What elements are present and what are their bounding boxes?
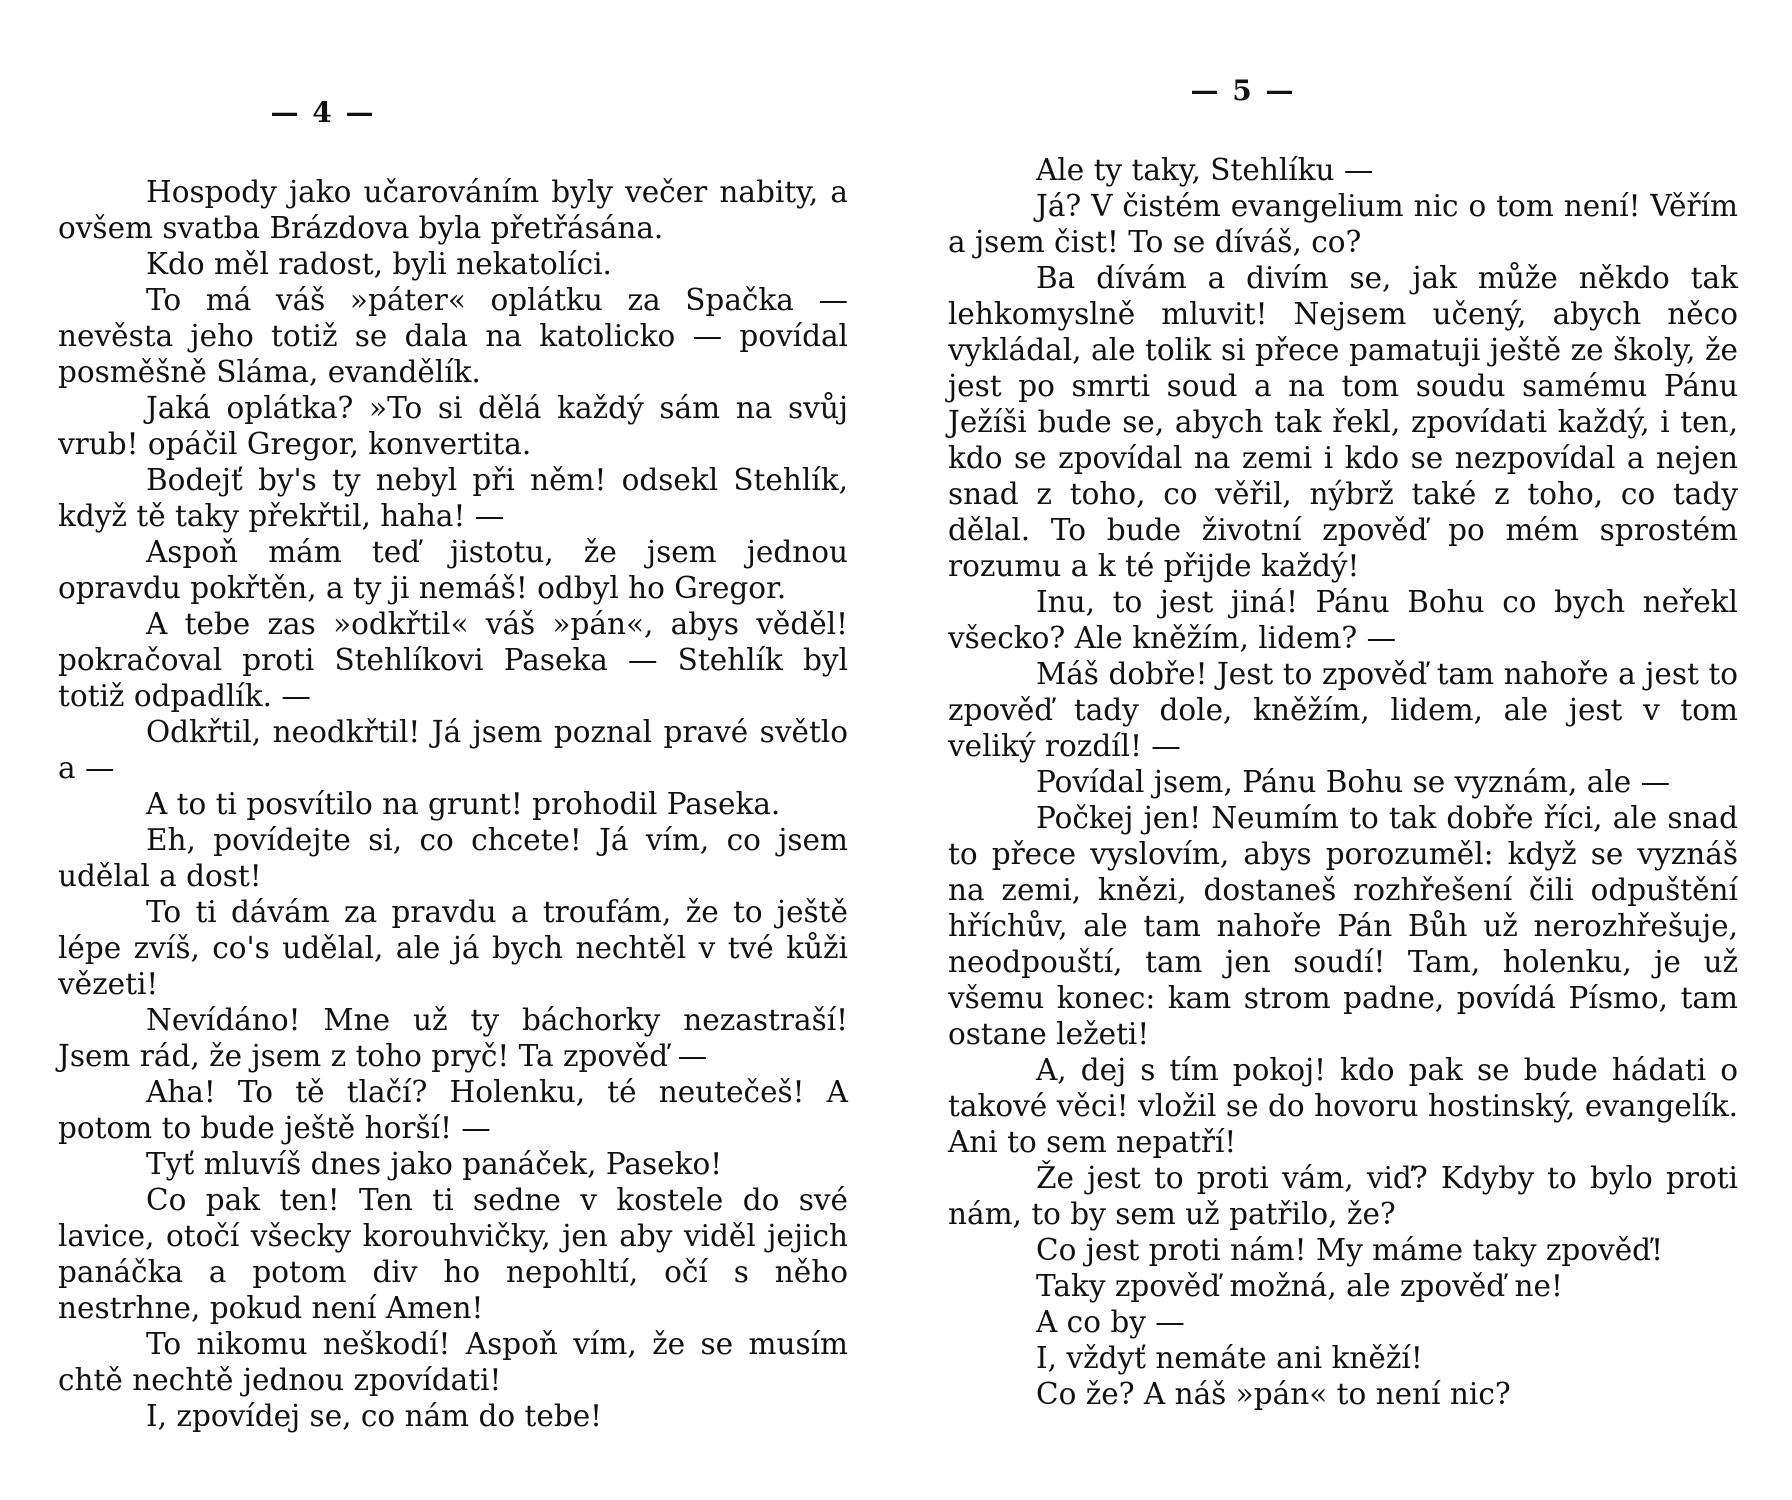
paragraph: Jaká oplátka? »To si dělá každý sám na svůj vrub! opáčil Gregor, konvertita. <box>58 391 848 461</box>
paragraph: Já? V čistém evangelium nic o tom není! Věřím a jsem čist! To se díváš, co? <box>948 189 1738 259</box>
paragraph: Že jest to proti vám, viď? Kdyby to bylo proti nám, to by sem už patřilo, že? <box>948 1161 1738 1231</box>
paragraph: Co že? A náš »pán« to není nic? <box>1036 1377 1511 1411</box>
paragraph: Kdo měl radost, byli nekatolíci. <box>146 247 612 281</box>
paragraph: Aha! To tě tlačí? Holenku, té neutečeš! A potom to bude ještě horší! — <box>58 1075 848 1145</box>
page-number-right: — 5 — <box>1190 74 1296 107</box>
paragraph: Inu, to jest jiná! Pánu Bohu co bych neřekl všecko? Ale kněžím, lidem? — <box>948 585 1738 655</box>
paragraph: Hospody jako učarováním byly večer nabity, a ovšem svatba Brázdova byla přetřásána. <box>58 175 848 245</box>
paragraph: Máš dobře! Jest to zpověď tam nahoře a jest to zpověď tady dole, kněžím, lidem, ale jest v tom veliký rozdíl! — <box>948 657 1738 763</box>
paragraph: I, zpovídej se, co nám do tebe! <box>146 1399 603 1433</box>
paragraph: Ba dívám a divím se, jak může někdo tak lehkomyslně mluvit! Nejsem učený, abych něco vykládal, ale tolik si přece pamatuji ještě ze školy, že jest po smrti soud a na tom soudu samému Pánu Ježíši bude se, abych tak řekl, zpovídati každý, i ten, kdo se zpovídal na zemi i kdo se nezpovídal a nejen snad z toho, co věřil, nýbrž také z toho, co tady dělal. To bude životní zpověď po mém sprostém rozumu a k té přijde každý! <box>948 261 1738 583</box>
right-page-text <box>948 152 1738 1412</box>
paragraph: Povídal jsem, Pánu Bohu se vyznám, ale — <box>1036 765 1671 799</box>
paragraph: Taky zpověď možná, ale zpověď ne! <box>1036 1269 1563 1303</box>
paragraph: Nevídáno! Mne už ty báchorky nezastraší! Jsem rád, že jsem z toho pryč! Ta zpověď — <box>58 1003 848 1073</box>
paragraph: To ti dávám za pravdu a troufám, že to ještě lépe zvíš, co's udělal, ale já bych nechtěl v tvé kůži vězeti! <box>58 895 848 1001</box>
paragraph: To má váš »páter« oplátku za Spačka — nevěsta jeho totiž se dala na katolicko — povídal posměšně Sláma, evandělík. <box>58 283 848 389</box>
paragraph: A co by — <box>1036 1305 1185 1339</box>
paragraph: A, dej s tím pokoj! kdo pak se bude hádati o takové věci! vložil se do hovoru hostinský, evangelík. Ani to sem nepatří! <box>948 1053 1738 1159</box>
paragraph: Odkřtil, neodkřtil! Já jsem poznal pravé světlo a — <box>58 715 848 785</box>
paragraph: Co pak ten! Ten ti sedne v kostele do své lavice, otočí všecky korouhvičky, jen aby viděl jejich panáčka a potom div ho nepohltí, očí s něho nestrhne, pokud není Amen! <box>58 1183 848 1325</box>
left-page-text <box>58 174 848 1434</box>
paragraph: Počkej jen! Neumím to tak dobře říci, ale snad to přece vyslovím, abys porozuměl: když se vyznáš na zemi, knězi, dostaneš rozhřešení čili odpuštění hříchův, ale tam nahoře Pán Bůh už nerozhřešuje, neodpouští, tam jen soudí! Tam, holenku, je už všemu konec: kam strom padne, povídá Písmo, tam ostane ležeti! <box>948 801 1738 1051</box>
page-number-left: — 4 — <box>270 96 376 129</box>
paragraph: Bodejť by's ty nebyl při něm! odsekl Stehlík, když tě taky překřtil, haha! — <box>58 463 848 533</box>
paragraph: A to ti posvítilo na grunt! prohodil Paseka. <box>146 787 781 821</box>
paragraph: A tebe zas »odkřtil« váš »pán«, abys věděl! pokračoval proti Stehlíkovi Paseka — Stehlík byl totiž odpadlík. — <box>58 607 848 713</box>
paragraph: Eh, povídejte si, co chcete! Já vím, co jsem udělal a dost! <box>58 823 848 893</box>
paragraph: To nikomu neškodí! Aspoň vím, že se musím chtě nechtě jednou zpovídati! <box>58 1327 848 1397</box>
paragraph: Co jest proti nám! My máme taky zpověď! <box>1036 1233 1663 1267</box>
paragraph: Aspoň mám teď jistotu, že jsem jednou opravdu pokřtěn, a ty ji nemáš! odbyl ho Gregor. <box>58 535 848 605</box>
paragraph: I, vždyť nemáte ani kněží! <box>1036 1341 1423 1375</box>
paragraph: Tyť mluvíš dnes jako panáček, Paseko! <box>146 1147 723 1181</box>
paragraph: Ale ty taky, Stehlíku — <box>1036 153 1374 187</box>
